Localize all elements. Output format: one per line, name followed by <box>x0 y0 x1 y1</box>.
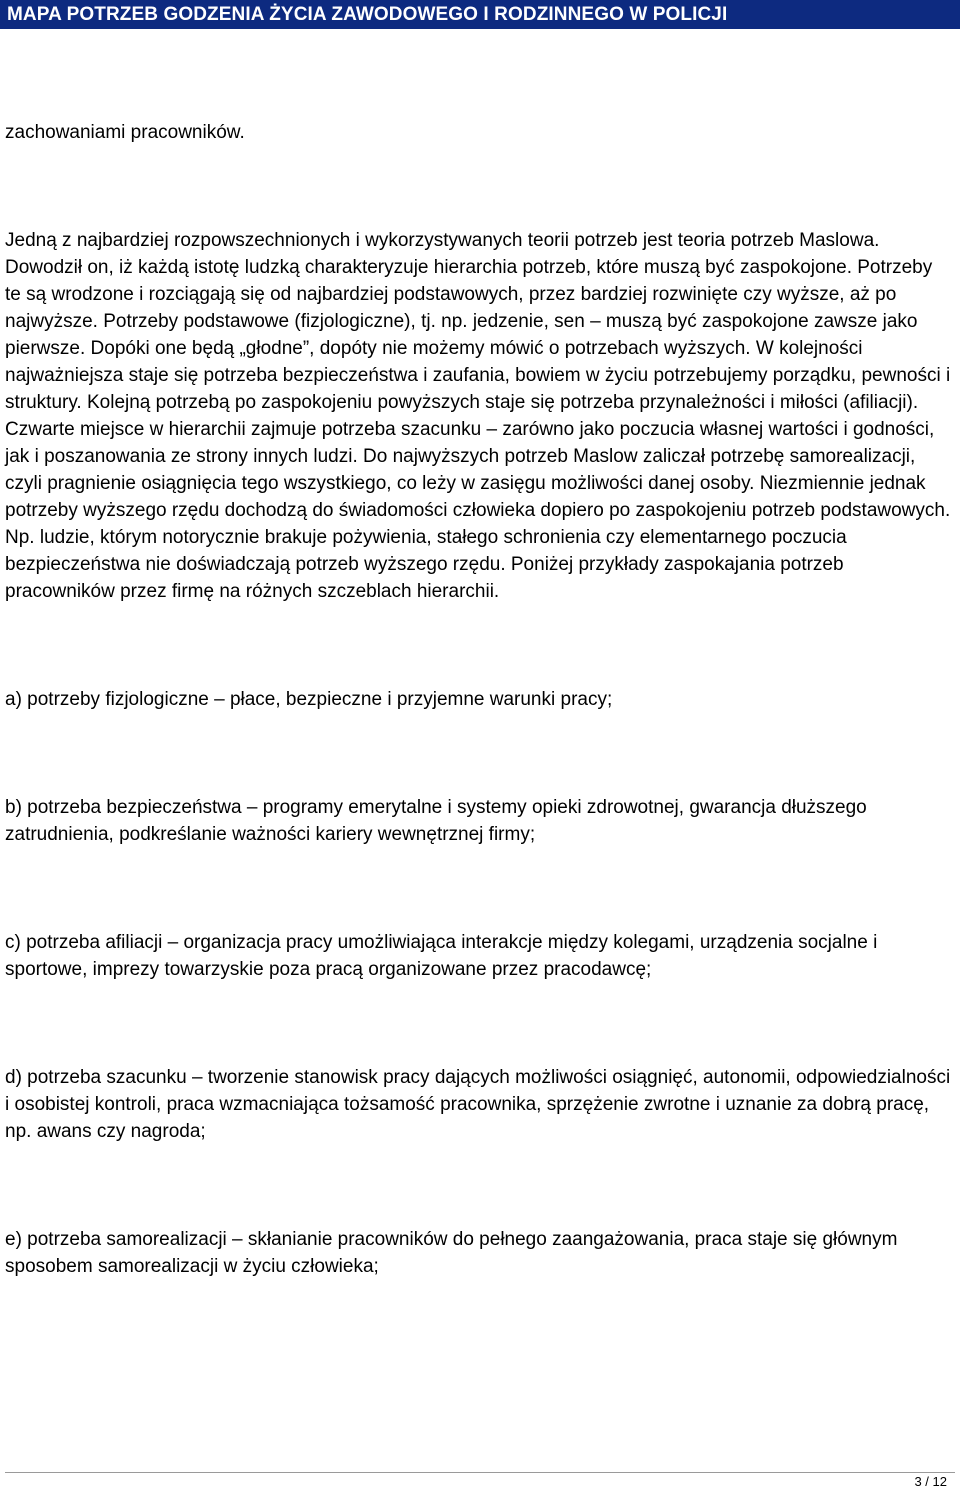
list-item-a: a) potrzeby fizjologiczne – płace, bezpieczne i przyjemne warunki pracy; <box>5 689 613 710</box>
footer-divider <box>5 1472 955 1473</box>
list-item-b: b) potrzeba bezpieczeństwa – programy emerytalne i systemy opieki zdrowotnej, gwarancja dłuższego zatrudnienia, podkreślanie ważności kariery wewnętrznej firmy; <box>5 797 867 845</box>
intro-paragraph: zachowaniami pracowników. <box>5 122 245 143</box>
list-item-c: c) potrzeba afiliacji – organizacja pracy umożliwiająca interakcje między kolegami, urządzenia socjalne i sportowe, imprezy towarzyskie poza pracą organizowane przez pracodawcę; <box>5 932 878 980</box>
document-title: MAPA POTRZEB GODZENIA ŻYCIA ZAWODOWEGO I RODZINNEGO W POLICJI <box>7 4 728 25</box>
list-item-d: d) potrzeba szacunku – tworzenie stanowisk pracy dających możliwości osiągnięć, autonomii, odpowiedzialności i osobistej kontroli, praca wzmacniająca tożsamość pracownika, sprzężenie zwrotne i uznanie za dobrą pracę, np. awans czy nagroda; <box>5 1067 951 1142</box>
document-header <box>0 0 960 29</box>
page-number: 3 / 12 <box>914 1474 947 1489</box>
list-item-e: e) potrzeba samorealizacji – skłanianie pracowników do pełnego zaangażowania, praca staje się głównym sposobem samorealizacji w życiu człowieka; <box>5 1229 898 1277</box>
main-paragraph: Jedną z najbardziej rozpowszechnionych i wykorzystywanych teorii potrzeb jest teoria potrzeb Maslowa. Dowodził on, iż każdą istotę ludzką charakteryzuje hierarchia potrzeb, które muszą być zaspokojone. Potrzeby te są wrodzone i rozciągają się od najbardziej podstawowych, przez bardziej rozwinięte czy wyższe, aż po najwyższe. Potrzeby podstawowe (fizjologiczne), tj. np. jedzenie, sen – muszą być zaspokojone zawsze jako pierwsze. Dopóki one będą „głodne”, dopóty nie możemy mówić o potrzebach wyższych. W kolejności najważniejsza staje się potrzeba bezpieczeństwa i zaufania, bowiem w życiu potrzebujemy porządku, pewności i struktury. Kolejną potrzebą po zaspokojeniu powyższych staje się potrzeba przynależności i miłości (afiliacji). Czwarte miejsce w hierarchii zajmuje potrzeba szacunku – zarówno jako poczucia własnej wartości i godności, jak i poszanowania ze strony innych ludzi. Do najwyższych potrzeb Maslow zaliczał potrzebę samorealizacji, czyli pragnienie osiągnięcia tego wszystkiego, co leży w zasięgu możliwości danej osoby. Niezmiennie jednak potrzeby wyższego rzędu dochodzą do świadomości człowieka dopiero po zaspokojeniu potrzeb podstawowych. Np. ludzie, którym notorycznie brakuje pożywienia, stałego schronienia czy elementarnego poczucia bezpieczeństwa nie doświadczają potrzeb wyższego rzędu. Poniżej przykłady zaspokajania potrzeb pracowników przez firmę na różnych szczeblach hierarchii. <box>5 230 951 602</box>
document-body <box>5 119 953 1280</box>
